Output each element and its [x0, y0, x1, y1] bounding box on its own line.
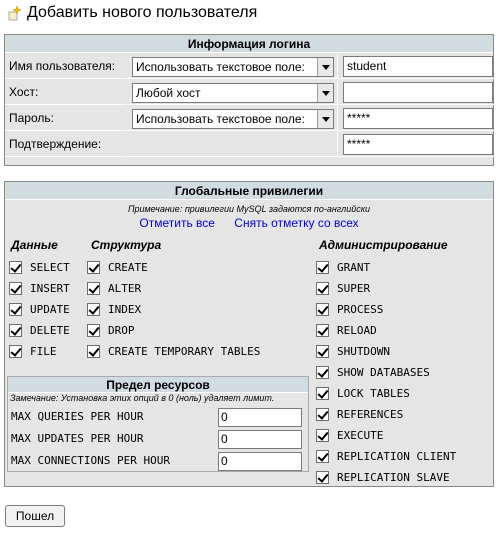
privilege-admin-row[interactable]: [316, 446, 456, 466]
checkbox[interactable]: [316, 450, 329, 463]
check-links: [5, 215, 493, 231]
confirm-label: Подтверждение:: [9, 132, 127, 156]
username-input[interactable]: student: [343, 56, 493, 77]
privilege-structure-row[interactable]: [87, 257, 148, 277]
max-queries-input[interactable]: 0: [218, 408, 302, 427]
checkbox[interactable]: [9, 345, 22, 358]
max-updates-label: MAX UPDATES PER HOUR: [11, 432, 144, 445]
privilege-admin-row[interactable]: [316, 320, 377, 340]
privilege-admin-row[interactable]: [316, 404, 403, 424]
privilege-admin-row[interactable]: [316, 362, 430, 382]
max-connections-input[interactable]: 0: [218, 452, 302, 471]
privilege-label: SUPER: [337, 281, 371, 295]
chevron-down-icon: [317, 110, 333, 128]
privilege-label: REPLICATION CLIENT: [337, 449, 457, 463]
structure-group-title: Структура: [91, 238, 162, 252]
login-row-password: [5, 106, 493, 132]
page-title-area: [6, 2, 257, 24]
privilege-structure-row[interactable]: [87, 320, 135, 340]
confirm-password-input[interactable]: *****: [343, 134, 493, 155]
global-privileges-panel: [4, 181, 494, 487]
max-queries-label: MAX QUERIES PER HOUR: [11, 410, 144, 423]
checkbox[interactable]: [316, 408, 329, 421]
host-input[interactable]: [343, 82, 493, 103]
checkbox[interactable]: [316, 324, 329, 337]
privilege-data-row[interactable]: [9, 341, 57, 361]
privilege-label: SHUTDOWN: [337, 344, 390, 358]
privilege-admin-row[interactable]: [316, 425, 383, 445]
resource-limits-panel: [7, 376, 309, 472]
password-label: Пароль:: [9, 106, 127, 130]
chevron-down-icon: [317, 58, 333, 76]
privilege-label: UPDATE: [30, 302, 70, 316]
privilege-data-row[interactable]: [9, 257, 70, 277]
login-row-confirm: [5, 132, 493, 158]
checkbox[interactable]: [9, 261, 22, 274]
host-mode-select[interactable]: Любой хост: [132, 83, 334, 103]
data-group-title: Данные: [11, 238, 58, 252]
privilege-label: CREATE TEMPORARY TABLES: [108, 344, 261, 358]
privilege-structure-row[interactable]: [87, 278, 141, 298]
privileges-note: Примечание: привилегии MySQL задаются по-английски: [127, 204, 370, 214]
checkbox[interactable]: [87, 303, 100, 316]
privilege-admin-row[interactable]: [316, 341, 390, 361]
admin-group-title: Администрирование: [319, 238, 448, 252]
uncheck-all-link[interactable]: Снять отметку со всех: [234, 216, 359, 230]
checkbox[interactable]: [316, 282, 329, 295]
page-title: Добавить нового пользователя: [27, 4, 258, 21]
check-all-link[interactable]: Отметить все: [139, 216, 215, 230]
resource-row: [8, 428, 308, 450]
login-info-panel: [4, 34, 494, 166]
privilege-label: REFERENCES: [337, 407, 404, 421]
checkbox[interactable]: [9, 303, 22, 316]
checkbox[interactable]: [87, 345, 100, 358]
privilege-label: RELOAD: [337, 323, 377, 337]
privilege-label: EXECUTE: [337, 428, 384, 442]
host-label: Хост:: [9, 80, 127, 104]
privilege-label: LOCK TABLES: [337, 386, 410, 400]
checkbox[interactable]: [87, 282, 100, 295]
privilege-admin-row[interactable]: [316, 467, 450, 487]
checkbox[interactable]: [316, 261, 329, 274]
login-row-username: [5, 54, 493, 80]
checkbox[interactable]: [87, 261, 100, 274]
privilege-label: FILE: [30, 344, 57, 358]
privilege-label: PROCESS: [337, 302, 384, 316]
privilege-label: DROP: [108, 323, 135, 337]
resource-row: [8, 406, 308, 428]
checkbox[interactable]: [316, 366, 329, 379]
checkbox[interactable]: [316, 387, 329, 400]
max-connections-label: MAX CONNECTIONS PER HOUR: [11, 454, 170, 467]
privilege-admin-row[interactable]: [316, 299, 383, 319]
resource-row: [8, 450, 308, 472]
privilege-label: DELETE: [30, 323, 70, 337]
max-updates-input[interactable]: 0: [218, 430, 302, 449]
checkbox[interactable]: [316, 429, 329, 442]
username-mode-select[interactable]: Использовать текстовое поле:: [132, 57, 334, 77]
checkbox[interactable]: [9, 282, 22, 295]
privilege-label: SELECT: [30, 260, 70, 274]
checkbox[interactable]: [316, 471, 329, 484]
privilege-admin-row[interactable]: [316, 257, 370, 277]
login-row-host: [5, 80, 493, 106]
privilege-label: CREATE: [108, 260, 148, 274]
privilege-label: INSERT: [30, 281, 70, 295]
privilege-data-row[interactable]: [9, 320, 70, 340]
go-button[interactable]: Пошел: [5, 505, 65, 527]
privilege-admin-row[interactable]: [316, 278, 370, 298]
privilege-label: INDEX: [108, 302, 142, 316]
login-info-header: Информация логина: [5, 35, 493, 53]
chevron-down-icon: [317, 84, 333, 102]
resource-limits-header: Предел ресурсов: [8, 377, 308, 393]
privilege-admin-row[interactable]: [316, 383, 410, 403]
privilege-structure-row[interactable]: [87, 341, 260, 361]
password-mode-select[interactable]: Использовать текстовое поле:: [132, 109, 334, 129]
privilege-structure-row[interactable]: [87, 299, 141, 319]
privilege-data-row[interactable]: [9, 278, 70, 298]
checkbox[interactable]: [87, 324, 100, 337]
resource-limits-note: Замечание: Установка этих опций в 0 (ноль) удаляет лимит.: [10, 393, 275, 403]
password-input[interactable]: *****: [343, 108, 493, 129]
privilege-data-row[interactable]: [9, 299, 70, 319]
privilege-label: ALTER: [108, 281, 142, 295]
privilege-label: SHOW DATABASES: [337, 365, 430, 379]
sparkle-icon: [6, 5, 22, 21]
privileges-header: Глобальные привилегии: [5, 182, 493, 200]
privilege-label: REPLICATION SLAVE: [337, 470, 450, 484]
username-label: Имя пользователя:: [9, 54, 127, 78]
checkbox[interactable]: [316, 345, 329, 358]
privilege-label: GRANT: [337, 260, 371, 274]
checkbox[interactable]: [9, 324, 22, 337]
checkbox[interactable]: [316, 303, 329, 316]
